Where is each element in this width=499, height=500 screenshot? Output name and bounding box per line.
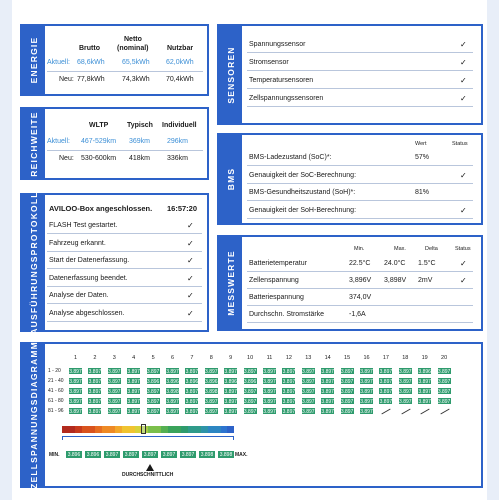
cell-voltage: 3.897 (399, 379, 412, 385)
divider (247, 106, 473, 107)
check-icon: ✓ (187, 221, 194, 230)
cell-voltage: 3.897 (321, 369, 334, 375)
column-header: 5 (151, 355, 155, 361)
scale-value: 3.898 (217, 450, 235, 459)
cell-voltage: 3.897 (243, 389, 257, 395)
messwerte-min-header: Min. (354, 246, 365, 252)
empty-cell-dash (440, 409, 449, 415)
cell-voltage: 3.897 (379, 389, 393, 395)
cell-voltage: 3.897 (185, 399, 199, 405)
cell-voltage: 3.897 (282, 409, 296, 415)
diagramm-band (22, 341, 45, 489)
column-header: 15 (344, 355, 351, 361)
divider (247, 305, 473, 306)
cell-voltage: 3.898 (205, 389, 218, 395)
cell-voltage: 3.897 (69, 379, 82, 385)
empty-cell-dash (401, 409, 410, 415)
cell-voltage: 3.896 (166, 379, 179, 385)
cell-voltage: 3.897 (185, 369, 199, 375)
messwert-label: Batterietemperatur (249, 260, 307, 267)
cell-voltage: 3.897 (166, 409, 179, 415)
row-label: 1 - 20 (48, 368, 61, 374)
nutzbar-header: Nutzbar (167, 45, 194, 52)
bms-label: BMS-Gesundheitszustand (SoH)*: (249, 189, 356, 196)
cell-voltage: 3.897 (224, 369, 237, 375)
cell-voltage: 3.897 (88, 369, 102, 375)
column-header: 18 (402, 355, 409, 361)
protokoll-card (20, 190, 209, 335)
cell-voltage: 3.897 (282, 379, 296, 385)
cell-voltage: 3.897 (146, 409, 160, 415)
scale-value: 3.897 (160, 450, 178, 459)
messwert-label: Zellenspannung (249, 277, 299, 284)
column-header: 17 (382, 355, 389, 361)
reichweite-card (20, 107, 209, 180)
messwert-label: Durchschn. Stromstärke (249, 311, 325, 318)
divider (247, 288, 473, 289)
messwert-delta: 2mV (418, 277, 433, 284)
cell-voltage: 3.897 (360, 409, 373, 415)
check-icon: ✓ (460, 276, 467, 285)
check-icon: ✓ (460, 94, 467, 103)
gradient-segment (227, 426, 234, 433)
divider (247, 200, 473, 201)
cell-voltage: 3.897 (69, 399, 82, 405)
cell-voltage: 3.897 (263, 389, 276, 395)
cell-voltage: 3.897 (302, 379, 315, 385)
brutto-header: Brutto (79, 45, 100, 52)
cell-voltage: 3.897 (302, 409, 315, 415)
messwert-delta: 1.5°C (418, 260, 436, 267)
column-header: 6 (170, 355, 175, 361)
cell-voltage: 3.897 (360, 389, 373, 395)
bms-label: BMS-Ladezustand (SoC)*: (249, 154, 332, 161)
cell-voltage: 3.897 (243, 369, 257, 375)
cell-voltage: 3.896 (224, 379, 237, 385)
average-marker-icon (146, 464, 154, 471)
column-header: 13 (305, 355, 312, 361)
column-header: 9 (229, 355, 233, 361)
scale-value: 3.897 (103, 450, 121, 459)
check-icon: ✓ (460, 259, 467, 268)
sensor-item: Temperatursensoren (249, 77, 314, 84)
cell-voltage: 3.897 (379, 369, 393, 375)
cell-voltage: 3.897 (224, 409, 237, 415)
divider (247, 218, 473, 219)
divider (47, 268, 202, 269)
energie-card (20, 24, 209, 96)
empty-cell-dash (421, 409, 430, 415)
row-label: 21 - 40 (48, 378, 64, 384)
cell-voltage: 3.897 (88, 409, 102, 415)
cell-voltage: 3.897 (166, 399, 179, 405)
cell-voltage: 3.897 (418, 399, 431, 405)
energie-neu-label: Neu: (59, 76, 74, 83)
bms-label: Genauigkeit der SoC-Berechnung: (249, 171, 357, 179)
reichweite-neu-wltp: 530-600km (81, 155, 117, 162)
cell-voltage: 3.897 (224, 399, 237, 405)
sensor-item: Spannungssensor (249, 41, 306, 48)
cell-voltage: 3.897 (437, 369, 451, 375)
cell-voltage: 3.897 (340, 409, 354, 415)
gradient-indicator (141, 424, 146, 434)
cell-voltage: 3.897 (185, 409, 199, 415)
cell-voltage: 3.897 (340, 379, 354, 385)
messwerte-max-header: Max. (394, 246, 406, 252)
cell-voltage: 3.897 (437, 399, 451, 405)
diagramm-title: ZELLSPANNUNGSDIAGRAMM (28, 341, 39, 489)
row-label: 61 - 80 (48, 398, 64, 404)
reichweite-neu-individuell: 336km (167, 155, 189, 162)
divider (247, 271, 473, 272)
divider (47, 251, 202, 252)
scale-value: 3.896 (65, 450, 83, 459)
cell-voltage: 3.897 (88, 389, 102, 395)
messwerte-card (217, 235, 483, 331)
average-label: DURCHSCHNITTLICH (122, 472, 174, 478)
nominal-header: (nominal) (117, 45, 149, 52)
cell-voltage: 3.897 (146, 389, 160, 395)
energie-band (22, 26, 45, 94)
check-icon: ✓ (187, 291, 194, 300)
cell-voltage: 3.896 (243, 379, 257, 385)
divider (47, 321, 202, 322)
reichweite-title: REICHWEITE (28, 110, 39, 177)
divider (247, 70, 473, 71)
cell-voltage: 3.897 (127, 389, 140, 395)
cell-voltage: 3.897 (399, 369, 412, 375)
cell-voltage: 3.897 (205, 409, 218, 415)
cell-voltage: 3.896 (205, 379, 218, 385)
cell-voltage: 3.897 (224, 389, 237, 395)
energie-neu-brutto: 77,8kWh (77, 76, 105, 83)
cell-voltage: 3.897 (360, 379, 373, 385)
wltp-header: WLTP (89, 122, 109, 129)
divider (47, 71, 203, 72)
netto-header: Netto (124, 36, 142, 43)
cell-voltage: 3.897 (437, 379, 451, 385)
cell-voltage: 3.897 (146, 369, 160, 375)
protokoll-item: Datenerfassung beendet. (49, 274, 128, 282)
energie-neu-nutzbar: 70,4kWh (166, 76, 194, 83)
reichweite-aktuell-label: Aktuell: (47, 138, 70, 145)
messwert-max: 24.0°C (384, 260, 406, 267)
check-icon: ✓ (187, 308, 194, 318)
column-header: 12 (285, 355, 292, 361)
reichweite-band (22, 109, 45, 178)
check-icon: ✓ (187, 273, 194, 283)
cell-voltage: 3.897 (263, 399, 276, 405)
check-icon: ✓ (460, 40, 467, 49)
divider (247, 322, 473, 323)
individuell-header: Individuell (162, 122, 197, 129)
cell-voltage: 3.897 (166, 369, 179, 375)
energie-title: ENERGIE (28, 36, 39, 84)
divider (47, 233, 202, 234)
messwerte-status-header: Status (455, 246, 471, 252)
protokoll-item: Analyse abgeschlossen. (49, 309, 125, 317)
sensor-item: Zellspannungssensoren (249, 95, 324, 102)
cell-voltage: 3.897 (243, 409, 257, 415)
energie-neu-netto: 74,3kWh (122, 76, 150, 83)
messwert-label: Batteriespannung (249, 294, 304, 301)
cell-voltage: 3.897 (127, 379, 140, 385)
column-header: 11 (266, 355, 273, 361)
sensoren-card (217, 24, 483, 125)
column-header: 16 (363, 355, 370, 361)
energie-aktuell-nutzbar: 62,0kWh (166, 59, 194, 66)
cell-voltage: 3.897 (185, 389, 199, 395)
cell-voltage: 3.897 (282, 369, 296, 375)
divider (247, 165, 473, 166)
cell-voltage: 3.897 (127, 399, 140, 405)
bms-title: BMS (225, 167, 236, 191)
cell-voltage: 3.897 (321, 399, 334, 405)
cell-voltage: 3.897 (340, 399, 354, 405)
column-header: 4 (132, 355, 136, 361)
cell-voltage: 3.897 (69, 369, 82, 375)
check-icon: ✓ (460, 76, 467, 85)
protokoll-time: 16:57:20 (167, 204, 198, 213)
cell-voltage: 3.897 (437, 389, 451, 395)
cell-voltage: 3.897 (88, 399, 102, 405)
cell-voltage: 3.897 (379, 379, 393, 385)
cell-voltage: 3.897 (88, 379, 102, 385)
cell-voltage: 3.897 (108, 399, 121, 405)
reichweite-aktuell-wltp: 467-529km (81, 138, 117, 145)
sensoren-band (219, 26, 242, 123)
cell-voltage: 3.897 (108, 369, 121, 375)
cell-voltage: 3.897 (340, 369, 354, 375)
column-header: 2 (93, 355, 97, 361)
sensoren-title: SENSOREN (225, 45, 236, 104)
cell-voltage: 3.897 (379, 399, 393, 405)
column-header: 1 (73, 355, 78, 361)
cell-voltage: 3.896 (146, 379, 160, 385)
cell-voltage: 3.897 (108, 389, 121, 395)
messwert-min: 3,896V (349, 277, 372, 284)
scale-value: 3.897 (179, 450, 197, 459)
cell-voltage: 3.896 (185, 379, 199, 385)
cell-voltage: 3.897 (302, 399, 315, 405)
cell-voltage: 3.897 (69, 409, 82, 415)
right-edge (487, 0, 499, 500)
column-header: 8 (209, 355, 213, 361)
reichweite-neu-label: Neu: (59, 155, 74, 162)
check-icon: ✓ (460, 205, 467, 215)
diagramm-card (20, 342, 483, 488)
column-header: 20 (441, 355, 448, 361)
divider (47, 150, 203, 151)
cell-voltage: 3.897 (399, 399, 412, 405)
protokoll-item: FLASH Test gestartet. (49, 222, 118, 229)
cell-voltage: 3.898 (166, 389, 179, 395)
bms-label: Genauigkeit der SoH-Berechnung: (249, 206, 357, 214)
cell-voltage: 3.897 (321, 389, 334, 395)
left-edge (0, 0, 12, 500)
cell-voltage: 3.897 (282, 399, 296, 405)
cell-voltage: 3.897 (127, 409, 140, 415)
cell-voltage: 3.896 (418, 369, 431, 375)
column-header: 19 (421, 355, 428, 361)
cell-voltage: 3.897 (205, 399, 218, 405)
cell-voltage: 3.897 (146, 399, 160, 405)
empty-cell-dash (382, 409, 391, 415)
check-icon: ✓ (460, 170, 467, 180)
bms-value: 57% (415, 154, 430, 161)
protokoll-heading: AVILOO-Box angeschlossen. (49, 204, 153, 213)
protokoll-band (22, 190, 45, 335)
messwert-max: 3,898V (384, 277, 407, 284)
bms-band (219, 135, 242, 223)
voltage-gradient-bar (62, 426, 234, 433)
column-header: 10 (247, 355, 254, 361)
bms-wert-header: Wert (415, 141, 427, 147)
cell-voltage: 3.897 (282, 389, 296, 395)
messwert-min: 374,0V (349, 294, 372, 301)
cell-voltage: 3.897 (418, 379, 431, 385)
divider (47, 286, 202, 287)
protokoll-item: Analyse der Daten. (49, 292, 109, 299)
gradient-bracket (62, 436, 234, 440)
cell-voltage: 3.897 (263, 379, 276, 385)
typisch-header: Typisch (127, 122, 153, 129)
divider (47, 303, 202, 304)
scale-value: 3.897 (122, 450, 140, 459)
scale-value: 3.896 (84, 450, 102, 459)
cell-voltage: 3.897 (263, 409, 276, 415)
scale-max-label: MAX. (235, 452, 248, 458)
cell-voltage: 3.897 (108, 409, 121, 415)
divider (247, 88, 473, 89)
cell-voltage: 3.897 (321, 379, 334, 385)
cell-voltage: 3.897 (399, 389, 412, 395)
cell-voltage: 3.897 (69, 389, 82, 395)
energie-aktuell-netto: 65,5kWh (122, 59, 150, 66)
cell-voltage: 3.897 (108, 379, 121, 385)
row-label: 41 - 60 (48, 388, 64, 394)
messwert-min: 22.5°C (349, 260, 371, 267)
protokoll-item: Start der Datenerfassung. (49, 257, 130, 264)
reichweite-aktuell-individuell: 296km (167, 138, 189, 145)
cell-voltage: 3.897 (418, 389, 431, 395)
cell-voltage: 3.897 (321, 409, 334, 415)
protokoll-title: AUSFÜHRUNGSPROTOKOLL (28, 190, 39, 335)
bms-card (217, 133, 483, 225)
scale-min-label: MIN. (49, 452, 60, 458)
bms-value: 81% (415, 189, 430, 196)
cell-voltage: 3.897 (127, 369, 140, 375)
messwert-min: -1,6A (349, 311, 366, 318)
cell-voltage: 3.897 (205, 369, 218, 375)
reichweite-neu-typisch: 418km (129, 155, 151, 162)
check-icon: ✓ (460, 58, 467, 67)
energie-aktuell-brutto: 68,6kWh (77, 59, 105, 66)
messwerte-title: MESSWERTE (225, 250, 236, 316)
energie-aktuell-label: Aktuell: (47, 59, 70, 66)
cell-voltage: 3.897 (263, 369, 276, 375)
bms-status-header: Status (452, 141, 468, 147)
messwerte-band (219, 237, 242, 329)
check-icon: ✓ (187, 256, 194, 265)
divider (247, 183, 473, 184)
check-icon: ✓ (187, 238, 194, 248)
sensor-item: Stromsensor (249, 59, 289, 66)
divider (247, 52, 473, 53)
reichweite-aktuell-typisch: 369km (129, 138, 151, 145)
cell-voltage: 3.897 (340, 389, 354, 395)
cell-voltage: 3.897 (360, 369, 373, 375)
cell-voltage: 3.897 (360, 399, 373, 405)
row-label: 81 - 96 (48, 408, 64, 414)
cell-voltage: 3.897 (243, 399, 257, 405)
column-header: 3 (112, 355, 116, 361)
cell-voltage: 3.897 (302, 369, 315, 375)
scale-value: 3.898 (198, 450, 216, 459)
protokoll-item: Fahrzeug erkannt. (49, 239, 106, 247)
column-header: 7 (190, 355, 194, 361)
messwerte-delta-header: Delta (425, 246, 438, 252)
cell-voltage: 3.897 (302, 389, 315, 395)
column-header: 14 (324, 355, 331, 361)
scale-value: 3.897 (141, 450, 159, 459)
